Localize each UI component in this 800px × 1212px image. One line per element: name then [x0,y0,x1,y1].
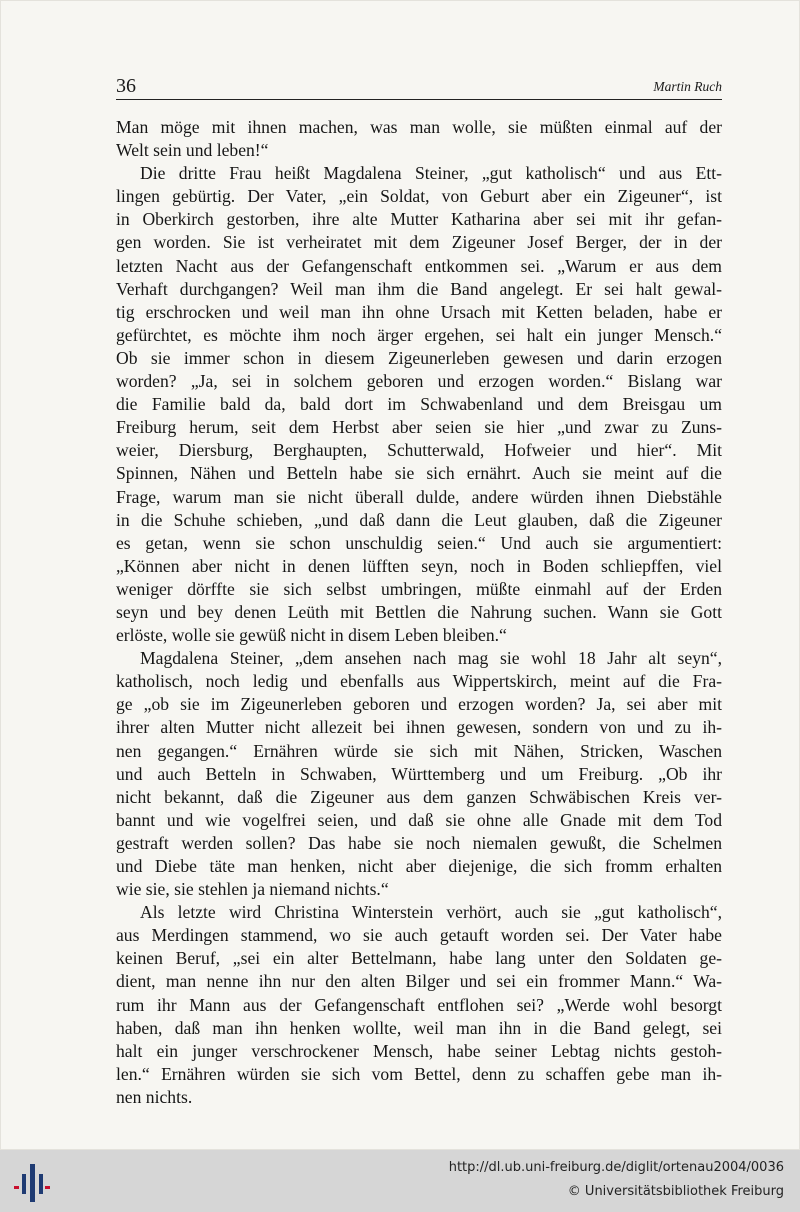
text-line: nen nichts. [116,1086,193,1107]
text-line: gefürchtet, es möchte ihm noch ärger ergehen, sei halt ein junger Mensch.“ [116,324,722,345]
text-line: nicht bekannt, daß die Zigeuner aus dem ganzen Schwäbischen Kreis ver- [116,786,722,807]
text-line: Die dritte Frau heißt Magdalena Steiner, „gut katholisch“ und aus Ett- [140,163,722,184]
body-text [116,116,722,1109]
text-line: bannt und wie vogelfrei seien, und daß sie ohne alle Gnade mit dem Tod [116,809,722,830]
text-line: die Familie bald da, bald dort im Schwabenland und dem Breisgau um [116,394,722,415]
text-line: Ob sie immer schon in diesem Zigeunerleben gewesen und darin erzogen [116,347,722,368]
copyright-notice: © Universitätsbibliothek Freiburg [567,1184,784,1199]
text-line: ihrer alten Mutter nicht allezeit bei ihnen gewesen, sondern von und zu ih- [116,717,722,738]
page-header [116,73,722,100]
text-line: „Können aber nicht in denen lüfften seyn, noch in Boden schliepffen, viel [116,555,722,576]
library-logo-icon [12,1164,52,1202]
text-line: weniger dörffte sie sich selbst umbringen, müßte einmahl auf der Erden [116,578,722,599]
text-line: Verhaft durchgangen? Weil man ihm die Band angelegt. Er sei halt gewal- [116,278,722,299]
text-line: rum ihr Mann aus der Gefangenschaft entflohen sei? „Werde wohl besorgt [116,994,722,1015]
text-line: gen worden. Sie ist verheiratet mit dem Zigeuner Josef Berger, der in der [116,232,722,253]
text-line: in die Schuhe schieben, „und daß dann die Leut glauben, daß die Zigeuner [116,509,722,530]
text-line: lingen gebürtig. Der Vater, „ein Soldat, von Geburt aber ein Zigeuner“, ist [116,186,722,207]
running-head-author: Martin Ruch [653,79,722,94]
text-line: keinen Beruf, „sei ein alter Bettelmann, habe lang unter den Soldaten ge- [116,948,722,969]
text-line: gestraft werden sollen? Das habe sie noch niemalen gewußt, die Schelmen [116,832,722,853]
text-line: und auch Betteln in Schwaben, Württemberg und um Freiburg. „Ob ihr [116,763,722,784]
text-line: Welt sein und leben!“ [116,140,269,161]
text-line: dient, man nenne ihn nur den alten Bilger und sei ein frommer Mann.“ Wa- [116,971,722,992]
text-line: Magdalena Steiner, „dem ansehen nach mag sie wohl 18 Jahr alt seyn“, [140,648,722,669]
text-line: erlöste, wolle sie gewüß nicht in disem Leben bleiben.“ [116,625,507,646]
text-line: haben, daß man ihn henken wollte, weil man ihn in die Band gelegt, sei [116,1017,722,1038]
text-line: wie sie, sie stehlen ja niemand nichts.“ [116,879,389,900]
text-line: in Oberkirch gestorben, ihre alte Mutter Katharina aber sei mit ihr gefan- [116,209,722,230]
text-line: ge „ob sie im Zigeunerleben geboren und erzogen worden? Ja, sei aber mit [116,694,722,715]
text-line: len.“ Ernähren würden sie sich vom Bettel, denn zu schaffen gebe man ih- [116,1063,722,1084]
text-line: letzten Nacht aus der Gefangenschaft entkommen sei. „Warum er aus dem [116,255,722,276]
text-line: Freiburg herum, seit dem Herbst aber seien sie hier „und zwar zu Zuns- [116,417,722,438]
text-line: und Diebe täte man henken, nicht aber diejenige, die sich fromm erhalten [116,856,722,876]
text-line: tig erschrocken und weil man ihn ohne Ursach mit Ketten beladen, habe er [116,301,722,322]
text-line: aus Merdingen stammend, wo sie auch getauft worden sei. Der Vater habe [116,925,722,946]
text-line: weier, Diersburg, Berghaupten, Schutterwald, Hofweier und hier“. Mit [116,440,722,461]
text-line: halt ein junger verschrockener Mensch, habe seiner Lebtag nichts gestoh- [116,1040,722,1061]
text-line: Spinnen, Nähen und Betteln habe sie sich ernährt. Auch sie meint auf die [116,463,722,484]
text-line: Frage, warum man sie nicht überall dulde, andere würden ihnen Diebstähle [116,486,722,507]
text-line: Man möge mit ihnen machen, was man wolle, sie müßten einmal auf der [116,117,722,137]
text-line: katholisch, noch ledig und ebenfalls aus Wippertskirch, meint auf die Fra- [116,671,722,692]
text-line: es getan, wenn sie schon unschuldig seien.“ Und auch sie argumentiert: [116,532,722,553]
viewer-footer [0,1150,800,1212]
page-number: 36 [116,75,136,97]
text-line: Als letzte wird Christina Winterstein verhört, auch sie „gut katholisch“, [140,902,722,923]
text-line: worden? „Ja, sei in solchem geboren und erzogen worden.“ Bislang war [116,371,722,392]
text-line: nen gegangen.“ Ernähren würde sie sich mit Nähen, Stricken, Waschen [116,740,722,761]
text-line: seyn und bey denen Leüth mit Bettlen die Nahrung suchen. Wann sie Gott [116,601,722,622]
source-url-link[interactable]: http://dl.ub.uni-freiburg.de/diglit/ortenau2004/0036 [448,1160,784,1175]
